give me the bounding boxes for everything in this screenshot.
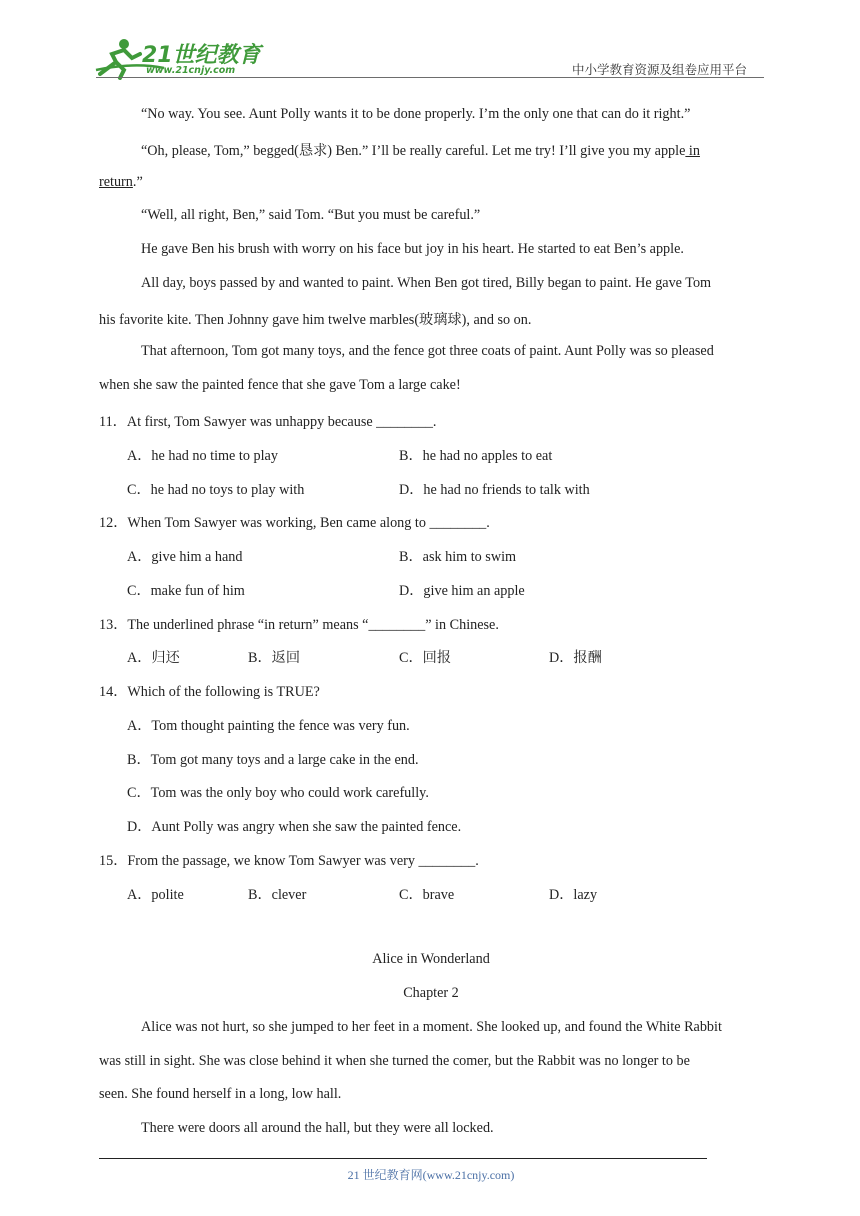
- question-11-option-a[interactable]: A．he had no time to play: [127, 448, 278, 464]
- paragraph-text: “Oh, please, Tom,” begged(恳求) Ben.” I’ll be really careful. Let me try! I’ll give you my apple: [141, 143, 686, 159]
- question-13-option-b[interactable]: B．返回: [248, 650, 301, 666]
- passage1-paragraph-5: All day, boys passed by and wanted to paint. When Ben got tired, Billy began to paint. He gave Tom: [141, 275, 712, 291]
- question-13-stem: 13．The underlined phrase “in return” means “________” in Chinese.: [99, 617, 499, 633]
- question-14-option-c[interactable]: C．Tom was the only boy who could work carefully.: [127, 785, 429, 801]
- passage1-paragraph-6: That afternoon, Tom got many toys, and the fence got three coats of paint. Aunt Polly was so pleased: [141, 343, 714, 359]
- underlined-phrase: in: [685, 143, 700, 159]
- question-12-option-c[interactable]: C．make fun of him: [127, 583, 245, 599]
- question-15-option-c[interactable]: C．brave: [399, 887, 455, 903]
- question-15-stem: 15．From the passage, we know Tom Sawyer was very ________.: [99, 853, 479, 869]
- question-12-option-b[interactable]: B．ask him to swim: [399, 549, 517, 565]
- site-logo: [94, 36, 259, 80]
- footer-divider: [99, 1158, 707, 1159]
- passage2-paragraph-1-cont2: seen. She found herself in a long, low hall.: [99, 1086, 342, 1102]
- question-11-option-d[interactable]: D．he had no friends to talk with: [399, 482, 590, 498]
- passage1-paragraph-1: “No way. You see. Aunt Polly wants it to be done properly. I’m the only one that can do it right.”: [141, 106, 691, 122]
- passage1-paragraph-2: [99, 140, 763, 160]
- paragraph-text: .”: [132, 174, 143, 190]
- logo-text: 21世纪教育: [142, 43, 261, 68]
- footer-link[interactable]: 21 世纪教育网(www.21cnjy.com): [347, 1168, 515, 1182]
- question-14-option-b[interactable]: B．Tom got many toys and a large cake in the end.: [127, 752, 419, 768]
- passage1-paragraph-3: “Well, all right, Ben,” said Tom. “But you must be careful.”: [141, 207, 481, 223]
- header-divider: [96, 77, 764, 78]
- passage2-paragraph-2: There were doors all around the hall, but they were all locked.: [141, 1120, 494, 1136]
- question-11-option-c[interactable]: C．he had no toys to play with: [127, 482, 305, 498]
- logo-url: www.21cnjy.com: [146, 65, 236, 76]
- question-11-stem: 11．At first, Tom Sawyer was unhappy because ________.: [99, 414, 437, 430]
- passage1-paragraph-5-cont: his favorite kite. Then Johnny gave him twelve marbles(玻璃球), and so on.: [99, 312, 532, 328]
- passage2-title: Alice in Wonderland: [372, 951, 490, 967]
- underlined-phrase: return: [99, 174, 133, 190]
- question-12-option-d[interactable]: D．give him an apple: [399, 583, 525, 599]
- question-15-option-a[interactable]: A．polite: [127, 887, 184, 903]
- question-13-option-c[interactable]: C．回报: [399, 650, 452, 666]
- question-14-option-a[interactable]: A．Tom thought painting the fence was very fun.: [127, 718, 410, 734]
- question-13-option-d[interactable]: D．报酬: [549, 650, 602, 666]
- question-14-stem: 14．Which of the following is TRUE?: [99, 684, 320, 700]
- passage1-paragraph-6-cont: when she saw the painted fence that she gave Tom a large cake!: [99, 377, 461, 393]
- passage2-paragraph-1-cont: was still in sight. She was close behind it when she turned the comer, but the Rabbit was no longer to be: [99, 1053, 690, 1069]
- passage2-chapter: Chapter 2: [403, 985, 459, 1001]
- question-12-option-a[interactable]: A．give him a hand: [127, 549, 243, 565]
- question-11-option-b[interactable]: B．he had no apples to eat: [399, 448, 553, 464]
- question-15-option-d[interactable]: D．lazy: [549, 887, 598, 903]
- passage2-paragraph-1: Alice was not hurt, so she jumped to her feet in a moment. She looked up, and found the White Rabbit: [141, 1019, 722, 1035]
- question-15-option-b[interactable]: B．clever: [248, 887, 307, 903]
- question-13-option-a[interactable]: A．归还: [127, 650, 180, 666]
- passage1-paragraph-2-cont: [99, 174, 763, 191]
- header-platform-text: 中小学教育资源及组卷应用平台: [572, 62, 748, 77]
- question-12-stem: 12．When Tom Sawyer was working, Ben came along to ________.: [99, 515, 490, 531]
- question-14-option-d[interactable]: D．Aunt Polly was angry when she saw the painted fence.: [127, 819, 462, 835]
- passage1-paragraph-4: He gave Ben his brush with worry on his face but joy in his heart. He started to eat Ben’s apple.: [141, 241, 684, 257]
